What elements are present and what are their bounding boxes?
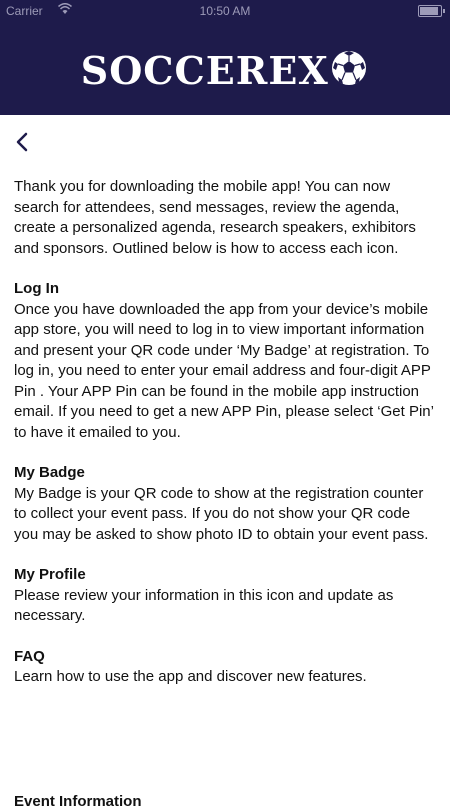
soccerex-logo <box>0 48 450 93</box>
soccer-ball-icon <box>329 48 369 93</box>
intro-paragraph: Thank you for downloading the mobile app! You can now search for attendees, send messages, review the agenda, create a personalized agenda, research speakers, exhibitors and sponsors. Outlined below is how to access each icon. <box>14 178 416 257</box>
section-my-profile <box>14 565 436 627</box>
section-log-in <box>14 279 436 443</box>
section-faq <box>14 647 436 688</box>
battery-icon <box>418 5 442 17</box>
status-bar <box>0 0 450 22</box>
clock-time: 10:50 AM <box>199 4 251 18</box>
back-button[interactable] <box>12 128 36 156</box>
chevron-left-icon <box>12 128 36 156</box>
section-heading: Log In <box>14 280 59 297</box>
section-body: Once you have downloaded the app from your device’s mobile app store, you will need to log in to view important information and present your QR code under ‘My Badge’ at registration. To log in, you need to enter your email address and four-digit APP Pin . Your APP Pin can be found in the mobile app instruction email. If you need to get a new APP Pin, please select ‘Get Pin’ to have it emailed to you. <box>14 300 434 441</box>
section-heading: My Profile <box>14 566 86 583</box>
section-heading-event-information: Event Information <box>14 793 142 810</box>
section-body: Please review your information in this icon and update as necessary. <box>14 586 394 624</box>
section-heading: FAQ <box>14 647 45 665</box>
instructions-content <box>14 177 436 688</box>
carrier-label: Carrier <box>6 4 43 18</box>
section-body: Learn how to use the app and discover new features. <box>14 668 367 685</box>
section-heading: My Badge <box>14 464 85 481</box>
logo-text: SOCCEREX <box>80 48 329 93</box>
section-body: My Badge is your QR code to show at the registration counter to collect your event pass. If you do not show your QR code you may be asked to show photo ID to obtain your event pass. <box>14 484 429 543</box>
section-my-badge <box>14 463 436 545</box>
app-header <box>0 22 450 115</box>
